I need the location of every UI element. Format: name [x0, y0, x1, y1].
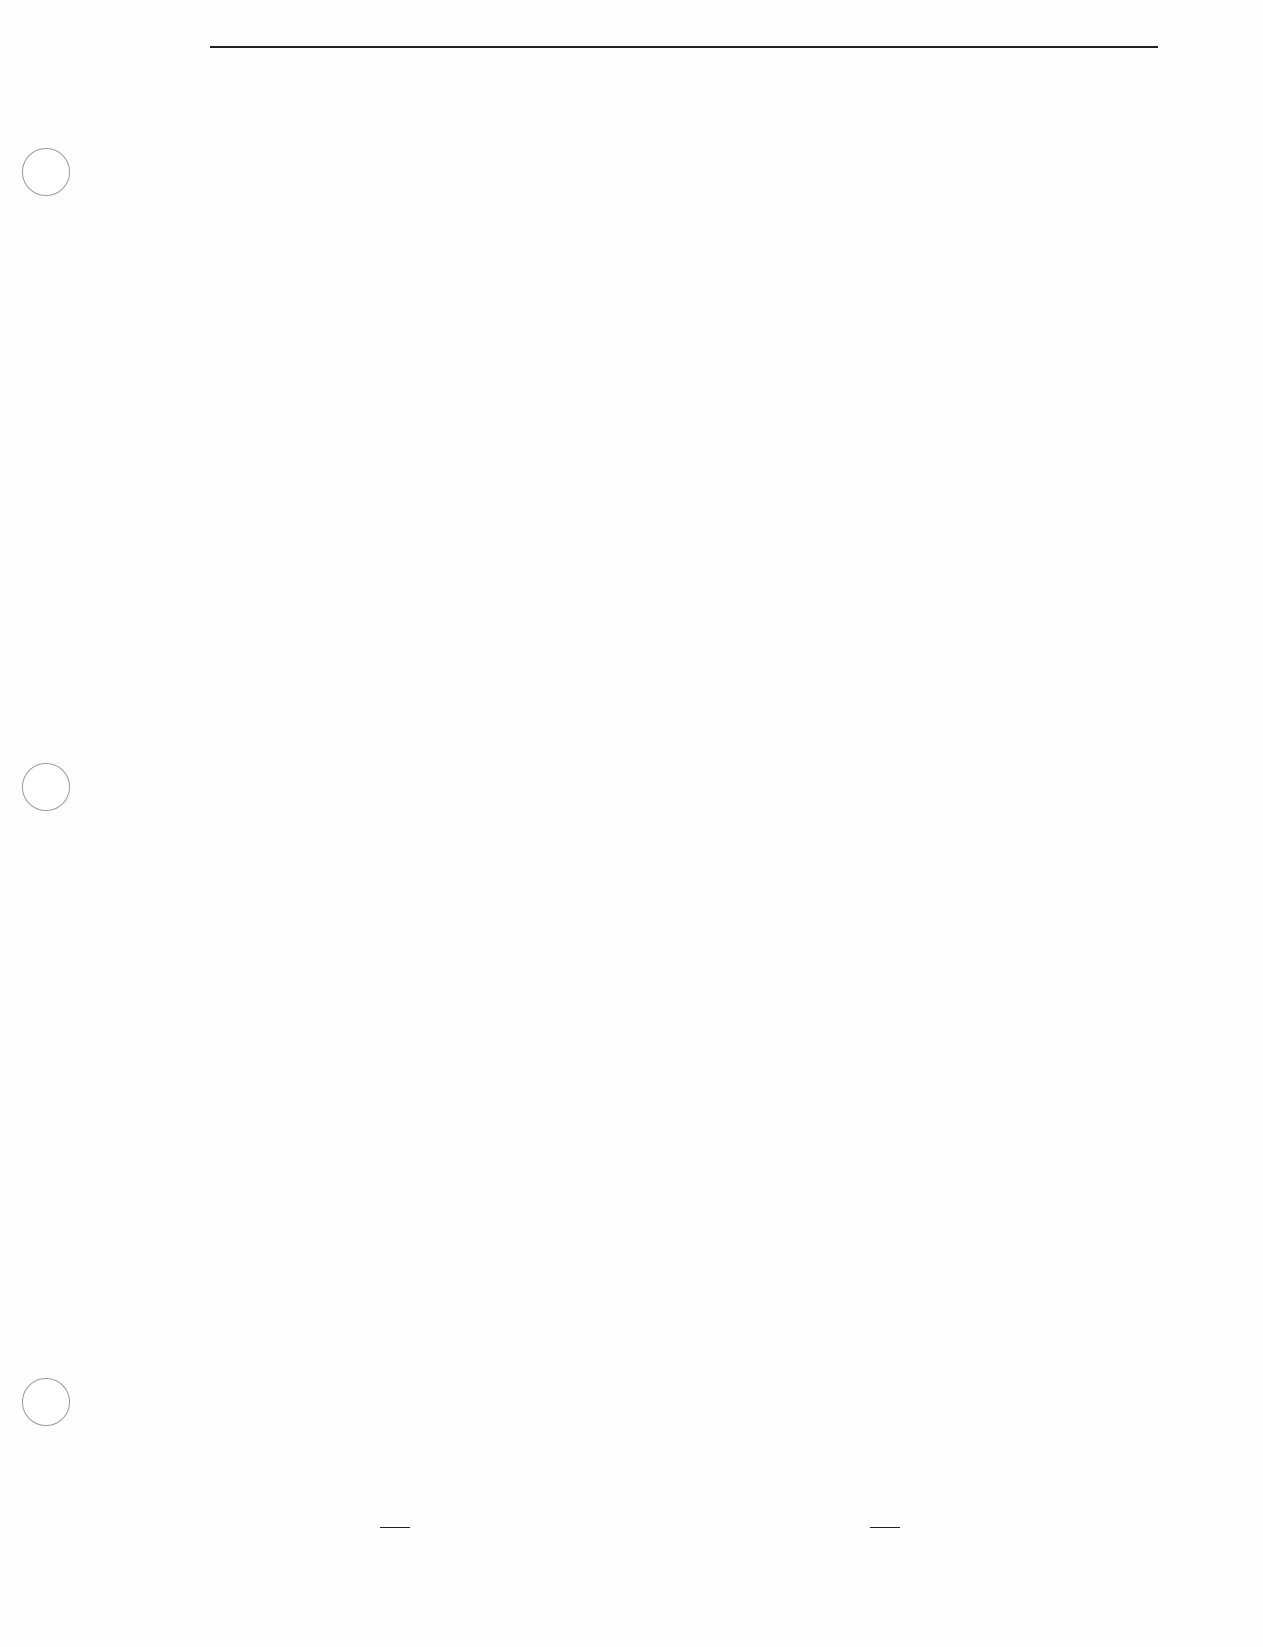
- binder-hole-top: [22, 148, 70, 196]
- header-rule: [210, 46, 1158, 48]
- footer-rule-left: [380, 1527, 410, 1528]
- binder-hole-middle: [22, 763, 70, 811]
- binder-hole-bottom: [22, 1378, 70, 1426]
- footer-rule-right: [870, 1527, 900, 1528]
